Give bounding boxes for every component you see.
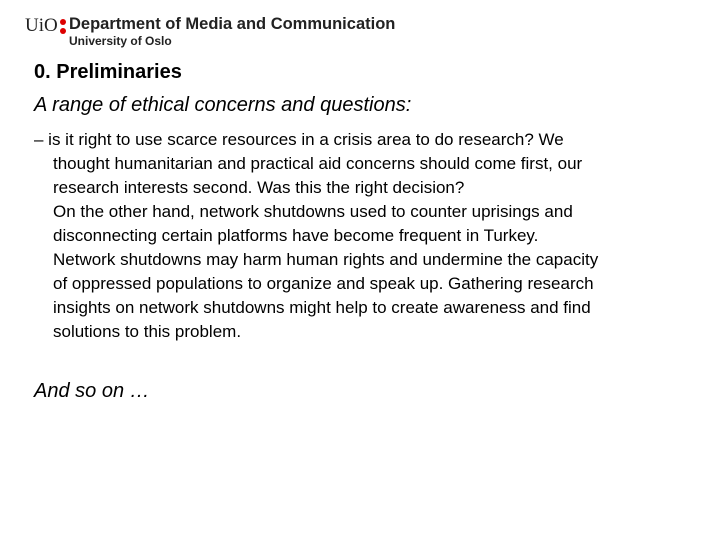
body-line: – is it right to use scarce resources in a crisis area to do research? We: [34, 130, 564, 149]
body-line: research interests second. Was this the right decision?: [53, 178, 465, 197]
closing-text: And so on …: [34, 380, 150, 402]
uio-logo-mark-icon: [60, 19, 66, 35]
uio-logo: UiO: [25, 15, 58, 36]
body-line: On the other hand, network shutdowns used to counter uprisings and: [53, 202, 573, 221]
body-line: solutions to this problem.: [53, 322, 242, 341]
body-line: thought humanitarian and practical aid concerns should come first, our: [53, 154, 583, 173]
body-line: Network shutdowns may harm human rights and undermine the capacity: [53, 250, 599, 269]
slide-subtitle: A range of ethical concerns and questions:: [34, 94, 412, 116]
body-line: insights on network shutdowns might help to create awareness and find: [53, 298, 591, 317]
logo-dot-bottom: [60, 28, 66, 34]
section-title: 0. Preliminaries: [34, 61, 182, 83]
department-name: Department of Media and Communication: [69, 15, 396, 33]
body-line: of oppressed populations to organize and speak up. Gathering research: [53, 274, 594, 293]
body-line: disconnecting certain platforms have become frequent in Turkey.: [53, 226, 539, 245]
logo-dot-top: [60, 19, 66, 25]
university-name: University of Oslo: [69, 34, 172, 48]
body-text: [34, 128, 704, 344]
